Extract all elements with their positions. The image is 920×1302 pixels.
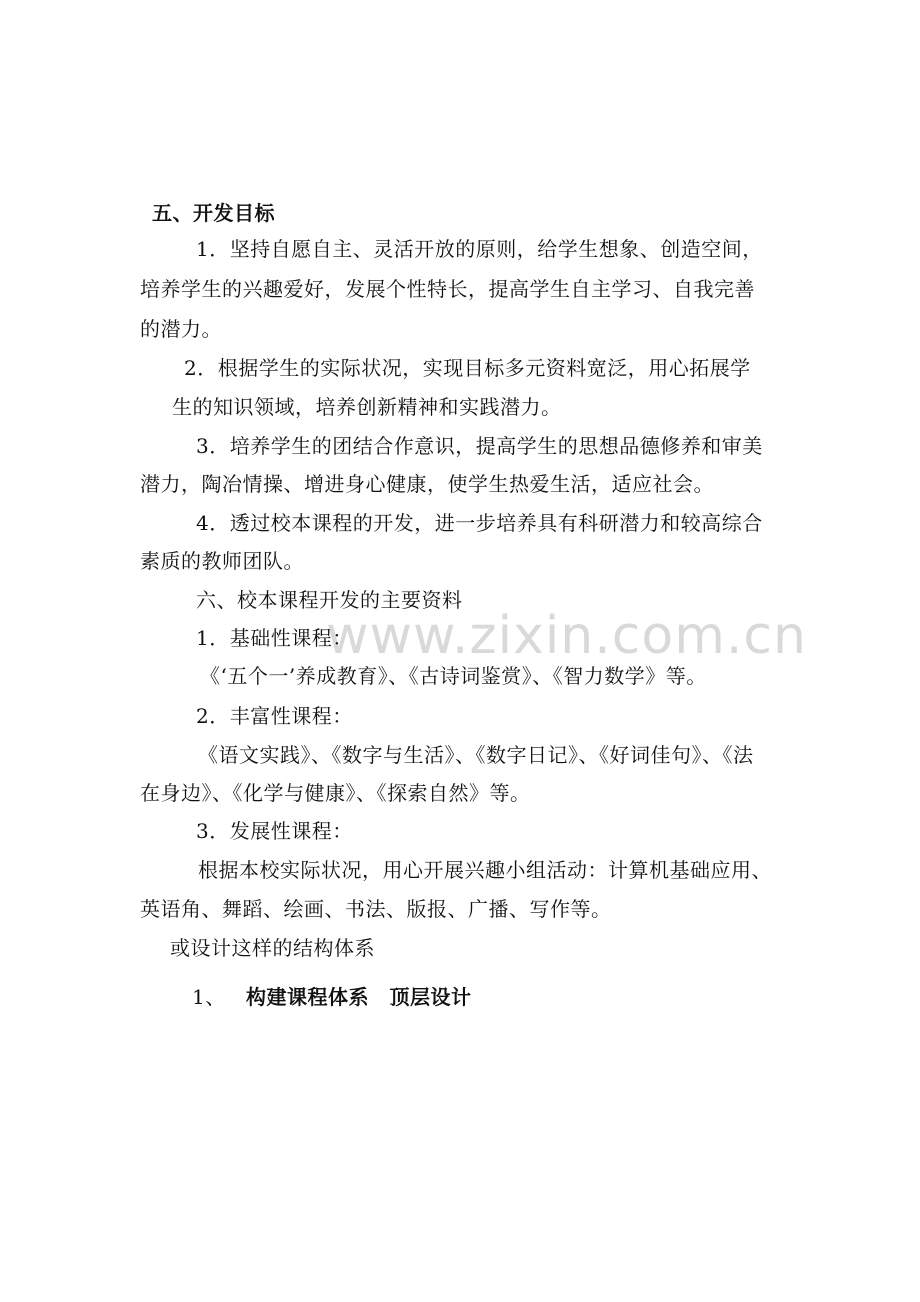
alternative-design-line: 或设计这样的结构体系 [170, 936, 375, 960]
development-courses-line-1: 根据本校实际状况，用心开展兴趣小组活动：计算机基础应用、 [198, 858, 772, 882]
subheading-text: 构建课程体系 顶层设计 [246, 985, 472, 1009]
goal-2-line-1: 2．根据学生的实际状况，实现目标多元资料宽泛，用心拓展学 [184, 356, 751, 380]
goal-4-line-2: 素质的教师团队。 [140, 549, 304, 573]
goal-1-line-3: 的潜力。 [140, 317, 222, 341]
goal-1-line-1: 1．坚持自愿自主、灵活开放的原则，给学生想象、创造空间， [196, 237, 763, 261]
goal-2-line-2: 生的知识领域，培养创新精神和实践潜力。 [172, 395, 562, 419]
subheading-number: 1、 [192, 985, 226, 1009]
development-courses-line-2: 英语角、舞蹈、绘画、书法、版报、广播、写作等。 [140, 897, 612, 921]
basic-courses-list: 《‘五个一’养成教育》、《古诗词鉴赏》、《智力数学》等。 [200, 664, 707, 688]
goal-3-line-1: 3．培养学生的团结合作意识，提高学生的思想品德修养和审美 [196, 434, 763, 458]
rich-courses-list-line-1: 《语文实践》、《数字与生活》、《数字日记》、《好词佳句》、《法 [198, 743, 754, 767]
rich-courses-title: 2．丰富性课程： [196, 704, 353, 728]
watermark: www.zixin.com.cn [326, 606, 807, 666]
goal-1-line-2: 培养学生的兴趣爱好，发展个性特长，提高学生自主学习、自我完善 [140, 277, 755, 301]
basic-courses-title: 1．基础性课程： [196, 626, 353, 650]
goal-3-line-2: 潜力，陶冶情操、增进身心健康，使学生热爱生活，适应社会。 [140, 472, 714, 496]
section-6-heading: 六、校本课程开发的主要资料 [196, 588, 463, 612]
goal-4-line-1: 4．透过校本课程的开发，进一步培养具有科研潜力和较高综合 [196, 511, 763, 535]
section-5-heading: 五、开发目标 [152, 201, 275, 225]
development-courses-title: 3．发展性课程： [196, 819, 353, 843]
rich-courses-list-line-2: 在身边》、《化学与健康》、《探索自然》等。 [140, 781, 531, 805]
